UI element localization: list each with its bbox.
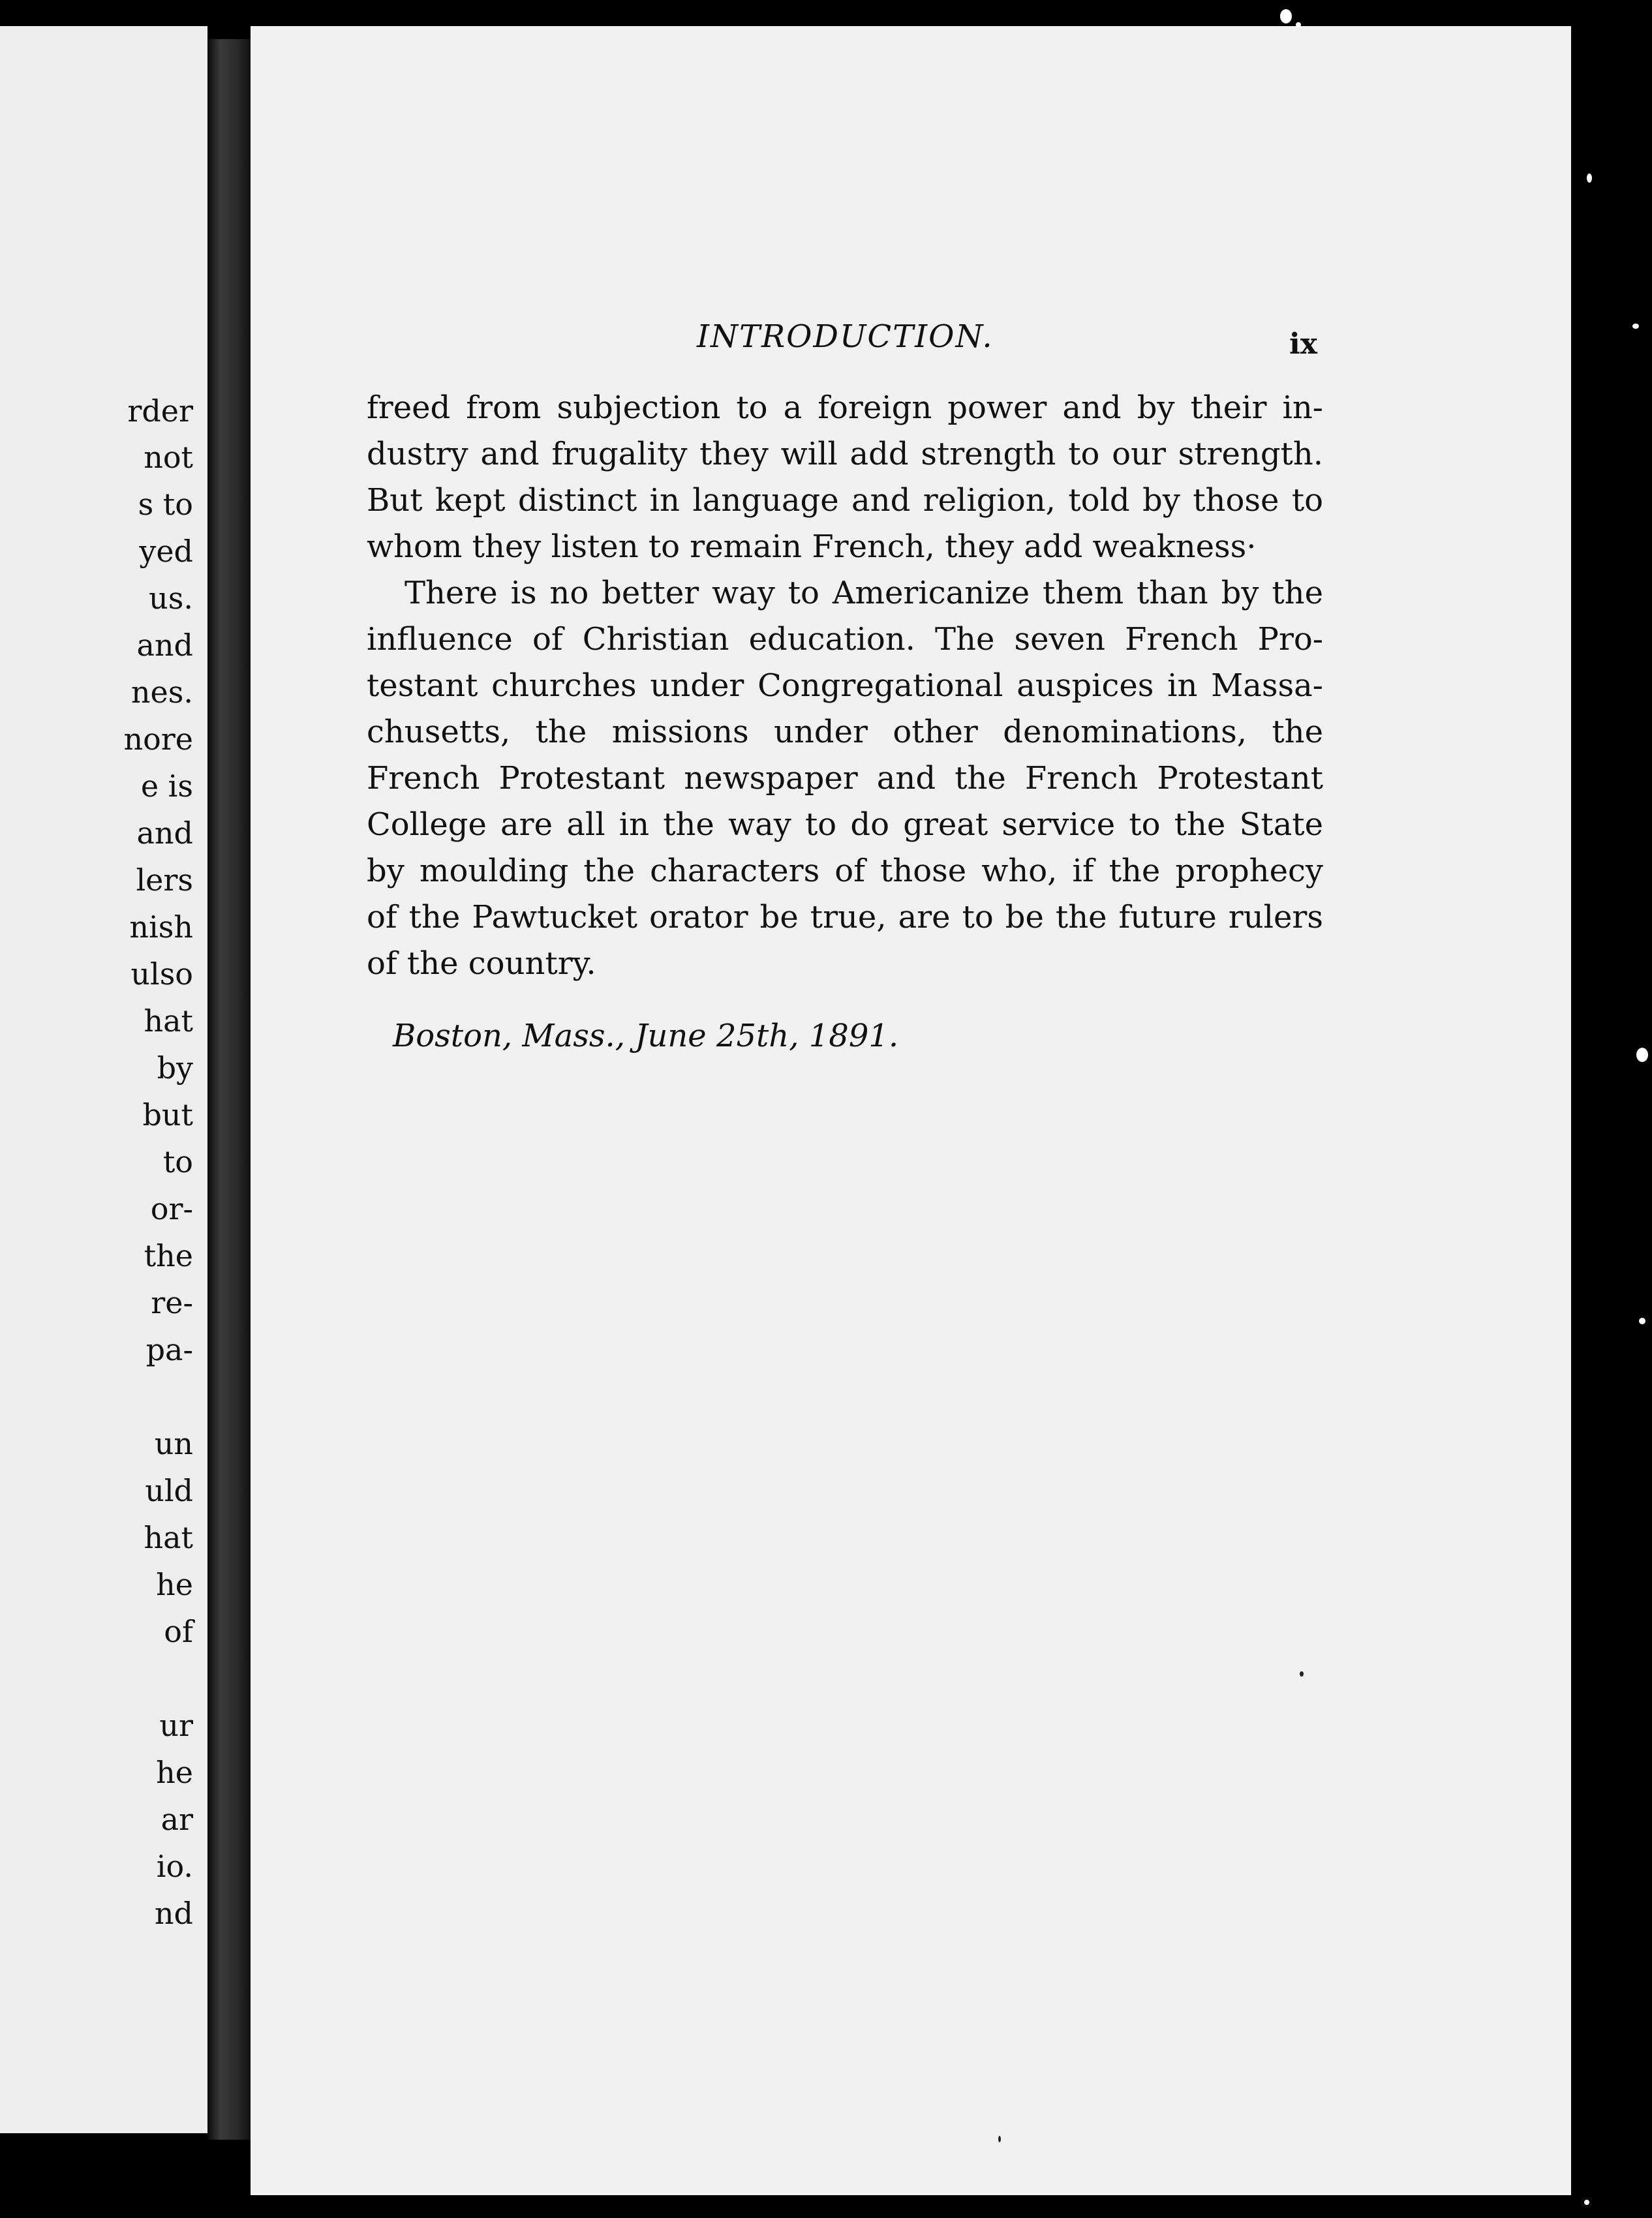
left-page-line: by: [157, 1050, 193, 1086]
text-line: testant churches under Congregational auspices in Massa-: [367, 667, 1323, 704]
scan-speck: [998, 2136, 1001, 2142]
left-page-line: rder: [127, 393, 193, 429]
text-line: whom they listen to remain French, they add weakness·: [367, 528, 1257, 565]
text-line: dustry and frugality they will add strength to our strength.: [367, 436, 1323, 472]
left-facing-page: [0, 26, 207, 2133]
left-page-line: ulso: [130, 956, 193, 992]
scan-speck: [1280, 9, 1292, 23]
body-text: [367, 385, 1323, 987]
left-page-line: nore: [123, 722, 193, 757]
running-head: INTRODUCTION.: [697, 318, 994, 355]
scan-speck: [1296, 22, 1301, 27]
left-page-line: us.: [149, 581, 193, 616]
text-line: College are all in the way to do great service to the State: [367, 806, 1323, 843]
left-page-line: hat: [144, 1003, 193, 1039]
left-page-line: and: [136, 815, 193, 851]
text-line: of the Pawtucket orator be true, are to be the future rulers: [367, 899, 1323, 935]
left-page-line: s to: [138, 487, 193, 522]
scan-speck: [1636, 1048, 1648, 1062]
left-page-line: to: [162, 1144, 193, 1179]
text-line: chusetts, the missions under other denominations, the: [367, 714, 1323, 750]
scan-speck: [1300, 1671, 1304, 1677]
scan-speck: [1587, 174, 1592, 183]
left-page-line: of: [164, 1614, 193, 1649]
left-page-line: hat: [144, 1520, 193, 1555]
binding-gutter: [207, 39, 251, 2140]
left-page-line: uld: [145, 1473, 193, 1508]
left-page-line: e is: [140, 768, 193, 804]
left-page-line: and: [136, 628, 193, 663]
text-line: of the country.: [367, 945, 596, 982]
left-page-line: nish: [129, 909, 193, 945]
text-line: influence of Christian education. The seven French Pro-: [367, 621, 1323, 658]
left-page-line: he: [156, 1567, 193, 1602]
left-page-line: or-: [150, 1191, 193, 1226]
left-page-line: ur: [159, 1708, 193, 1743]
left-page-line: io.: [156, 1849, 193, 1884]
text-line: freed from subjection to a foreign power and by their in-: [367, 389, 1323, 426]
text-line: by moulding the characters of those who, if the prophecy: [367, 853, 1323, 889]
left-page-line: re-: [151, 1285, 193, 1320]
text-line: French Protestant newspaper and the French Protestant: [367, 760, 1323, 797]
left-page-line: the: [144, 1238, 193, 1273]
signoff-place-date: Boston, Mass., June 25th, 1891.: [393, 1018, 899, 1054]
left-page-line: not: [144, 440, 193, 475]
left-page-line: yed: [139, 534, 193, 569]
left-page-line: but: [142, 1097, 193, 1132]
left-page-line: he: [156, 1755, 193, 1790]
scan-speck: [1584, 2200, 1589, 2205]
page-number: ix: [1289, 327, 1317, 361]
scan-speck: [1639, 1318, 1645, 1324]
left-page-line: lers: [136, 862, 193, 898]
text-line: But kept distinct in language and religion, told by those to: [367, 482, 1323, 519]
left-page-line: un: [154, 1426, 193, 1461]
left-page-line: pa-: [145, 1332, 193, 1367]
left-page-line: nes.: [130, 675, 193, 710]
text-line: There is no better way to Americanize them than by the: [405, 575, 1323, 611]
scan-speck: [1632, 324, 1639, 329]
left-page-line: nd: [154, 1896, 193, 1931]
book-page: [251, 26, 1571, 2195]
left-page-line: ar: [161, 1802, 193, 1837]
